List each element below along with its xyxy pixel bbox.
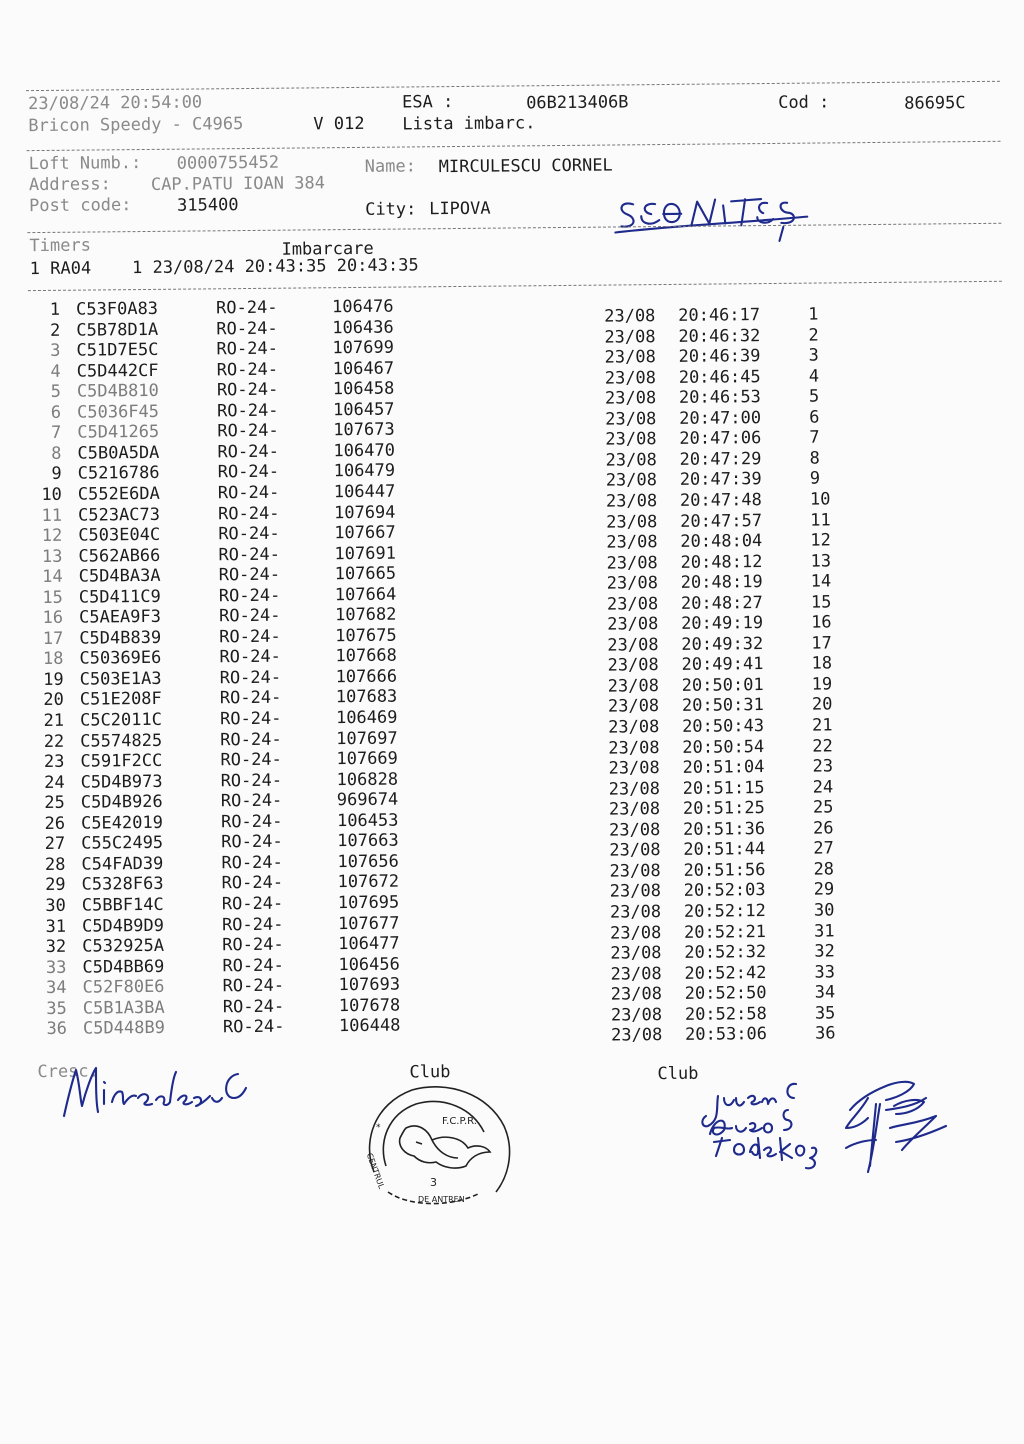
bird-index: 27 <box>44 834 66 855</box>
bird-index: 8 <box>51 443 62 464</box>
bird-ring-number: 107664 <box>334 584 397 605</box>
bird-index: 22 <box>43 731 65 752</box>
bird-chip: C5AEA9F3 <box>78 607 162 628</box>
bird-ring-prefix: RO-24- <box>219 667 282 689</box>
bird-ring-number: 107699 <box>332 337 395 359</box>
arrival-position: 4 <box>808 366 820 387</box>
arrival-position: 6 <box>809 407 820 428</box>
fancier-signature <box>58 1054 258 1124</box>
arrival-date: 23/08 <box>606 573 659 594</box>
arrival-time: 20:51:04 <box>682 757 765 778</box>
arrival-time: 20:52:21 <box>684 921 767 943</box>
bird-ring-number: 106477 <box>338 933 400 955</box>
bird-index: 30 <box>45 895 66 916</box>
arrival-time: 20:46:32 <box>678 325 761 347</box>
postcode-value: 315400 <box>177 195 239 216</box>
arrival-position: 14 <box>810 571 832 592</box>
device-version: V 012 <box>313 113 365 135</box>
bird-ring-prefix: RO-24- <box>219 708 282 730</box>
bird-ring-prefix: RO-24- <box>221 852 283 874</box>
arrival-time: 20:47:57 <box>680 510 763 532</box>
bird-ring-prefix: RO-24- <box>222 934 284 956</box>
bird-chip: C591F2CC <box>80 750 163 772</box>
timers-line: 1 RA04 1 23/08/24 20:43:35 20:43:35 <box>29 255 419 280</box>
bird-ring-number: 106476 <box>332 296 394 318</box>
bird-ring-number: 969674 <box>336 789 399 811</box>
arrival-date: 23/08 <box>606 511 658 533</box>
bird-ring-prefix: RO-24- <box>220 770 283 791</box>
bird-index: 3 <box>50 340 61 362</box>
bird-ring-prefix: RO-24- <box>218 605 281 627</box>
bird-ring-number: 107691 <box>334 543 396 564</box>
arrival-position: 8 <box>809 448 820 469</box>
address-label: Address: <box>28 174 111 196</box>
bird-chip: C5D4B973 <box>80 771 163 793</box>
divider-top <box>26 81 1000 91</box>
bird-chip: C54FAD39 <box>81 853 164 875</box>
bird-ring-prefix: RO-24- <box>218 544 280 565</box>
bird-index: 11 <box>41 505 63 526</box>
bird-ring-number: 106828 <box>336 769 399 790</box>
bird-ring-number: 107694 <box>333 502 396 523</box>
bird-chip: C523AC73 <box>77 504 161 526</box>
arrival-date: 23/08 <box>610 963 662 985</box>
bird-index: 20 <box>43 690 64 711</box>
bird-ring-prefix: RO-24- <box>217 462 280 483</box>
arrival-time: 20:48:27 <box>680 592 763 614</box>
arrival-position: 10 <box>809 489 831 510</box>
arrival-time: 20:47:00 <box>679 407 762 429</box>
bird-ring-number: 106457 <box>332 399 395 420</box>
bird-chip: C5B1A3BA <box>82 997 165 1019</box>
bird-chip: C5BBF14C <box>81 894 164 916</box>
arrival-date: 23/08 <box>604 326 656 348</box>
device-name: Bricon Speedy - C4965 <box>28 114 244 137</box>
bird-ring-prefix: RO-24- <box>220 811 283 833</box>
arrival-date: 23/08 <box>605 470 658 491</box>
arrival-position: 21 <box>812 715 833 736</box>
bird-ring-prefix: RO-24- <box>216 338 279 360</box>
arrival-time: 20:48:04 <box>680 531 763 552</box>
bird-index: 6 <box>50 402 62 423</box>
bird-ring-prefix: RO-24- <box>222 996 285 1017</box>
arrival-date: 23/08 <box>609 840 661 861</box>
bird-ring-number: 107672 <box>337 871 400 893</box>
arrival-time: 20:50:54 <box>682 736 765 758</box>
bird-index: 7 <box>50 423 62 444</box>
arrival-date: 23/08 <box>607 634 659 656</box>
bird-index: 15 <box>42 587 63 608</box>
bird-ring-number: 107678 <box>338 995 401 1016</box>
bird-chip: C5D4BA3A <box>78 566 161 587</box>
bird-ring-number: 107663 <box>337 830 399 852</box>
arrival-position: 36 <box>814 1023 836 1044</box>
print-datetime: 23/08/24 20:54:00 <box>28 92 203 115</box>
arrival-position: 22 <box>812 735 833 757</box>
bird-ring-prefix: RO-24- <box>222 955 284 976</box>
arrival-date: 23/08 <box>605 429 657 450</box>
arrival-date: 23/08 <box>609 819 661 841</box>
bird-ring-number: 107669 <box>336 748 398 770</box>
arrival-date: 23/08 <box>608 737 660 759</box>
arrival-position: 30 <box>813 900 835 921</box>
svg-text:CENTRUL: CENTRUL <box>364 1151 386 1191</box>
bird-chip: C5D4B839 <box>79 627 162 649</box>
arrival-position: 18 <box>811 653 833 674</box>
bird-index: 19 <box>43 669 64 690</box>
arrival-position: 31 <box>814 920 835 942</box>
bird-index: 21 <box>43 710 65 731</box>
arrival-time: 20:49:41 <box>681 654 764 676</box>
arrival-date: 23/08 <box>610 922 662 944</box>
arrival-position: 3 <box>808 345 819 366</box>
bird-index: 18 <box>42 649 64 670</box>
arrival-position: 9 <box>809 468 821 490</box>
arrival-time: 20:48:12 <box>680 551 763 573</box>
bird-ring-number: 107665 <box>334 563 397 585</box>
arrival-position: 27 <box>813 838 834 859</box>
postcode-label: Post code: <box>29 195 132 217</box>
svg-text:F.C.P.R.: F.C.P.R. <box>442 1116 477 1127</box>
bird-index: 36 <box>46 1019 68 1040</box>
arrival-date: 23/08 <box>607 655 659 676</box>
arrival-date: 23/08 <box>608 778 661 800</box>
bird-ring-prefix: RO-24- <box>220 790 283 812</box>
arrival-date: 23/08 <box>605 491 658 512</box>
bird-ring-number: 107683 <box>335 687 398 708</box>
arrival-position: 28 <box>813 859 835 880</box>
arrival-position: 19 <box>811 674 833 695</box>
bird-index: 25 <box>44 792 65 814</box>
arrival-time: 20:52:03 <box>683 880 766 902</box>
bird-ring-number: 106479 <box>333 461 396 482</box>
city-label: City: <box>365 199 417 220</box>
bird-index: 32 <box>45 936 67 958</box>
bird-ring-number: 106447 <box>333 481 396 503</box>
bird-ring-number: 107682 <box>334 604 397 626</box>
bird-ring-prefix: RO-24- <box>219 626 281 648</box>
address-value: CAP.PATU IOAN 384 <box>150 173 326 195</box>
bird-chip: C5B0A5DA <box>77 442 160 464</box>
bird-ring-prefix: RO-24- <box>217 441 279 463</box>
svg-text:DE ANTREN: DE ANTREN <box>418 1195 465 1204</box>
arrival-date: 23/08 <box>606 552 658 574</box>
arrival-position: 33 <box>814 962 836 983</box>
arrival-date: 23/08 <box>608 799 661 820</box>
bird-index: 33 <box>45 957 67 978</box>
bird-chip: C503E1A3 <box>79 668 162 690</box>
bird-chip: C5E42019 <box>80 812 164 834</box>
name-label: Name: <box>364 156 417 177</box>
arrival-time: 20:52:50 <box>684 983 767 1004</box>
bird-index: 28 <box>44 854 66 875</box>
arrival-time: 20:47:39 <box>679 469 762 491</box>
bird-ring-number: 107668 <box>335 645 397 667</box>
bird-ring-number: 107667 <box>334 522 396 544</box>
arrival-time: 20:51:25 <box>682 798 765 820</box>
bird-chip: C532925A <box>82 935 165 957</box>
bird-ring-prefix: RO-24- <box>216 297 278 319</box>
bird-ring-prefix: RO-24- <box>221 832 283 853</box>
arrival-time: 20:50:01 <box>681 674 764 696</box>
timers-column-label: Imbarcare <box>281 238 374 260</box>
arrival-time: 20:52:12 <box>683 901 766 922</box>
bird-chip: C5574825 <box>80 730 163 752</box>
arrival-date: 23/08 <box>605 408 657 430</box>
esa-label: ESA : <box>402 92 454 113</box>
bird-index: 12 <box>41 525 63 547</box>
arrival-position: 29 <box>813 879 835 900</box>
name-value: MIRCULESCU CORNEL <box>438 155 613 178</box>
arrival-date: 23/08 <box>608 758 660 779</box>
bird-ring-prefix: RO-24- <box>222 975 285 997</box>
arrival-date: 23/08 <box>604 367 657 389</box>
bird-chip: C5D41265 <box>77 422 160 443</box>
bird-chip: C52F80E6 <box>82 976 165 998</box>
bird-ring-prefix: RO-24- <box>218 523 280 545</box>
bird-chip: C5328F63 <box>81 874 164 896</box>
city-value: LIPOVA <box>429 198 491 220</box>
arrival-position: 11 <box>810 509 831 531</box>
arrival-position: 15 <box>810 592 832 613</box>
bird-ring-prefix: RO-24- <box>220 729 282 750</box>
bird-chip: C5D4B926 <box>80 792 163 813</box>
bird-ring-number: 106467 <box>332 358 395 379</box>
arrival-date: 23/08 <box>609 860 661 882</box>
arrival-date: 23/08 <box>609 902 662 923</box>
bird-chip: C5C2011C <box>79 709 163 731</box>
bird-index: 23 <box>43 751 65 773</box>
bird-ring-prefix: RO-24- <box>216 400 279 422</box>
arrival-position: 16 <box>811 612 832 633</box>
bird-ring-number: 106436 <box>332 317 394 338</box>
bird-chip: C5036F45 <box>77 401 160 423</box>
handwritten-note-drawing <box>611 189 812 251</box>
arrival-date: 23/08 <box>605 449 657 471</box>
arrival-time: 20:46:53 <box>678 387 761 409</box>
arrival-position: 2 <box>808 325 819 346</box>
bird-index: 29 <box>45 875 66 896</box>
bird-ring-prefix: RO-24- <box>218 564 281 586</box>
arrival-position: 17 <box>811 633 832 654</box>
bird-index: 5 <box>50 382 61 403</box>
arrival-time: 20:46:39 <box>678 346 761 367</box>
bird-chip: C53F0A83 <box>76 298 159 320</box>
arrival-position: 26 <box>813 818 834 839</box>
arrival-time: 20:51:15 <box>682 777 765 799</box>
bird-ring-prefix: RO-24- <box>216 359 279 380</box>
bird-ring-number: 106470 <box>333 440 395 462</box>
divider-fancier <box>27 141 1001 151</box>
bird-chip: C5D4B810 <box>76 381 159 402</box>
arrival-time: 20:47:06 <box>679 428 762 450</box>
bird-ring-number: 107677 <box>337 913 400 934</box>
bird-ring-number: 107675 <box>335 625 397 646</box>
club-stamp <box>358 1082 518 1208</box>
bird-chip: C5D4BB69 <box>82 956 165 978</box>
bird-index: 35 <box>46 998 67 1019</box>
arrival-position: 13 <box>810 551 832 572</box>
cod-label: Cod : <box>778 92 830 113</box>
arrival-time: 20:51:36 <box>683 818 766 840</box>
svg-text:*: * <box>376 1123 381 1133</box>
bird-ring-number: 106448 <box>338 1015 401 1037</box>
bird-index: 16 <box>42 608 64 629</box>
arrival-time: 20:50:43 <box>682 716 765 737</box>
arrival-date: 23/08 <box>609 881 662 902</box>
bird-ring-prefix: RO-24- <box>217 503 280 524</box>
arrival-date: 23/08 <box>611 1025 663 1046</box>
bird-chip: C5216786 <box>77 463 160 485</box>
arrival-position: 35 <box>814 1003 836 1024</box>
arrival-time: 20:51:44 <box>683 839 766 861</box>
arrival-date: 23/08 <box>610 1004 663 1026</box>
bird-index: 4 <box>50 361 61 382</box>
loft-number-value: 0000755452 <box>176 152 280 174</box>
arrival-position: 12 <box>810 530 831 551</box>
arrival-date: 23/08 <box>604 306 656 327</box>
bird-index: 10 <box>41 484 62 505</box>
bird-index: 13 <box>41 546 63 567</box>
club-signatures <box>700 1068 960 1180</box>
arrival-position: 25 <box>812 797 834 818</box>
bird-index: 26 <box>44 813 66 834</box>
bird-chip: C5B78D1A <box>76 319 159 341</box>
arrival-date: 23/08 <box>606 532 658 553</box>
bird-chip: C50369E6 <box>79 648 162 669</box>
arrival-time: 20:47:48 <box>679 490 762 511</box>
bird-ring-number: 107697 <box>336 728 398 749</box>
loft-number-label: Loft Numb.: <box>28 153 142 175</box>
club-label-2: Club <box>657 1063 699 1085</box>
arrival-time: 20:50:31 <box>681 695 764 717</box>
arrival-position: 7 <box>809 427 820 448</box>
bird-ring-prefix: RO-24- <box>216 379 279 401</box>
arrival-position: 20 <box>811 694 833 716</box>
divider-list <box>28 281 1002 291</box>
bird-chip: C5D411C9 <box>78 586 161 608</box>
bird-index: 17 <box>42 628 64 649</box>
arrival-time: 20:47:29 <box>679 448 762 470</box>
bird-ring-number: 106469 <box>335 707 398 729</box>
bird-chip: C5D4B9D9 <box>81 915 165 937</box>
bird-chip: C5D448B9 <box>82 1018 165 1039</box>
bird-ring-prefix: RO-24- <box>218 585 281 606</box>
arrival-date: 23/08 <box>604 347 656 368</box>
list-title: Lista imbarc. <box>402 113 536 135</box>
bird-ring-prefix: RO-24- <box>221 873 284 894</box>
arrival-date: 23/08 <box>607 675 660 697</box>
bird-chip: C5D442CF <box>76 360 159 382</box>
bird-ring-prefix: RO-24- <box>219 647 281 668</box>
bird-index: 9 <box>51 464 62 485</box>
arrival-position: 24 <box>812 777 834 798</box>
bird-index: 24 <box>44 772 65 793</box>
arrival-position: 23 <box>812 756 834 777</box>
bird-ring-number: 107695 <box>337 892 400 914</box>
arrival-date: 23/08 <box>607 696 660 718</box>
arrival-time: 20:53:06 <box>685 1024 768 1046</box>
bird-chip: C503E04C <box>78 524 161 546</box>
bird-ring-number: 107666 <box>335 666 398 688</box>
arrival-position: 32 <box>814 941 835 962</box>
arrival-time: 20:49:32 <box>681 633 764 655</box>
bird-ring-prefix: RO-24- <box>221 914 284 935</box>
bird-index: 14 <box>42 566 63 588</box>
arrival-position: 5 <box>808 386 820 407</box>
bird-ring-number: 106456 <box>338 954 400 975</box>
bird-index: 31 <box>45 916 67 937</box>
cod-value: 86695C <box>904 93 966 114</box>
timers-label: Timers <box>29 235 92 257</box>
bird-ring-number: 106453 <box>336 810 399 831</box>
bird-ring-number: 107693 <box>338 974 401 996</box>
arrival-time: 20:46:17 <box>678 305 761 326</box>
arrival-time: 20:51:56 <box>683 859 766 881</box>
bird-ring-prefix: RO-24- <box>220 749 282 771</box>
svg-text:3: 3 <box>430 1176 437 1189</box>
arrival-time: 20:48:19 <box>680 572 763 594</box>
arrival-time: 20:49:19 <box>681 613 764 635</box>
arrival-position: 1 <box>808 304 819 325</box>
arrival-date: 23/08 <box>606 593 659 615</box>
club-label-1: Club <box>409 1062 451 1083</box>
divider-timers <box>27 223 1001 233</box>
cresc-label: Cresc. <box>37 1061 99 1083</box>
arrival-time: 20:52:32 <box>684 942 767 963</box>
arrival-date: 23/08 <box>610 943 662 964</box>
bird-ring-number: 107656 <box>337 851 399 873</box>
bird-chip: C552E6DA <box>77 483 160 505</box>
esa-value: 06B213406B <box>526 92 629 114</box>
bird-chip: C51D7E5C <box>76 339 159 361</box>
bird-ring-prefix: RO-24- <box>216 318 278 339</box>
arrival-date: 23/08 <box>607 614 659 635</box>
bird-ring-prefix: RO-24- <box>217 421 279 442</box>
arrival-date: 23/08 <box>610 984 662 1005</box>
bird-index: 1 <box>49 299 61 320</box>
bird-ring-prefix: RO-24- <box>217 482 280 504</box>
bird-chip: C51E208F <box>79 689 162 711</box>
arrival-time: 20:52:42 <box>684 962 767 984</box>
bird-index: 34 <box>46 977 67 999</box>
bird-chip: C562AB66 <box>78 545 161 567</box>
bird-index: 2 <box>49 320 61 341</box>
bird-ring-number: 107673 <box>333 419 395 441</box>
bird-ring-prefix: RO-24- <box>219 688 282 709</box>
arrival-date: 23/08 <box>604 388 657 409</box>
arrival-date: 23/08 <box>608 717 660 738</box>
bird-ring-number: 106458 <box>332 378 395 400</box>
bird-ring-prefix: RO-24- <box>222 1016 285 1038</box>
bird-chip: C55C2495 <box>81 833 164 854</box>
arrival-time: 20:52:58 <box>684 1003 767 1025</box>
bird-ring-prefix: RO-24- <box>221 893 284 915</box>
arrival-position: 34 <box>814 982 836 1003</box>
arrival-time: 20:46:45 <box>678 366 761 388</box>
